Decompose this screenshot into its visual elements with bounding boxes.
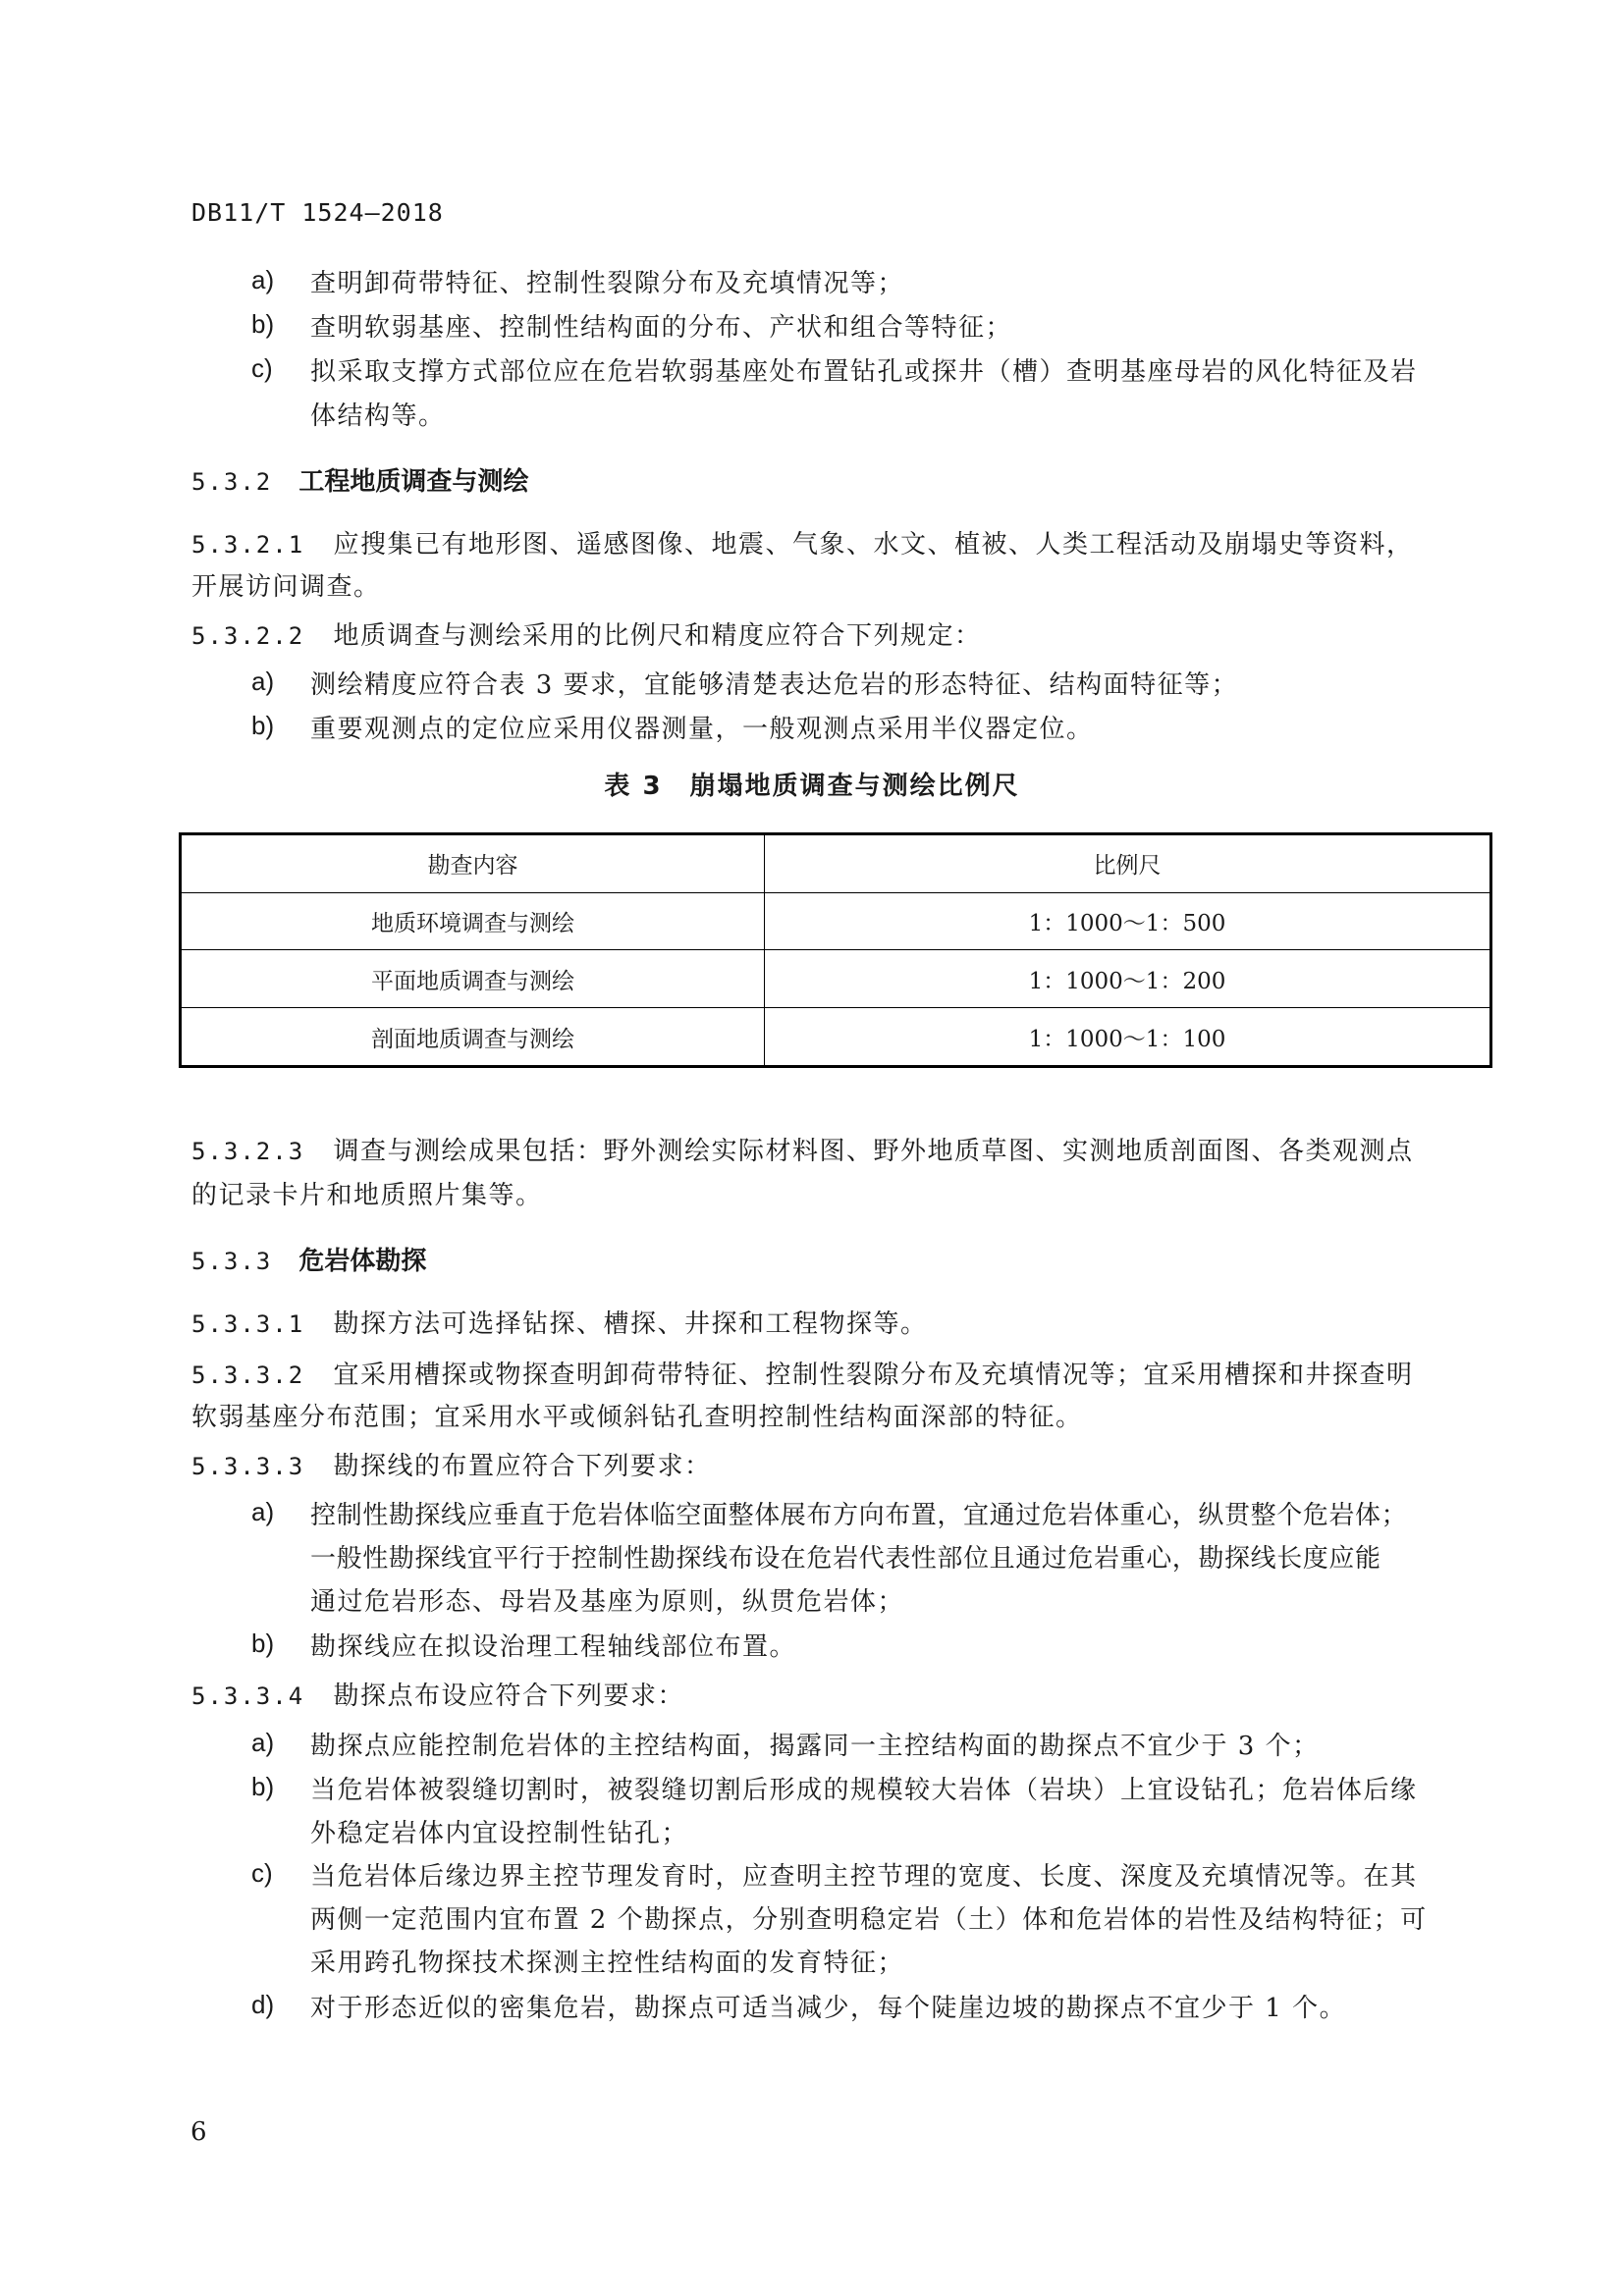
clause-5-3-3-4 (191, 1676, 684, 1712)
clause-text: 宜采用槽探或物探查明卸荷带特征、控制性裂隙分布及充填情况等；宜采用槽探和井探查明 (333, 1361, 1414, 1390)
clause-text-continuation: 软弱基座分布范围；宜采用水平或倾斜钻孔查明控制性结构面深部的特征。 (191, 1403, 1083, 1432)
list-label: b) (251, 309, 275, 339)
list-label: b) (251, 1629, 275, 1658)
table-cell: 1：1000～1：500 (765, 892, 1491, 950)
list-item-continuation: 一般性勘探线宜平行于控制性勘探线布设在危岩代表性部位且通过危岩重心，勘探线长度应能 (310, 1544, 1381, 1574)
table-header-cell: 比例尺 (765, 834, 1491, 893)
clause-5-3-3-3 (191, 1446, 711, 1482)
list-item-continuation: 外稳定岩体内宜设控制性钻孔； (310, 1819, 689, 1848)
list-item: 重要观测点的定位应采用仪器测量，一般观测点采用半仪器定位。 (310, 715, 1094, 744)
section-number: 5.3.2 (191, 468, 273, 496)
clause-text: 勘探方法可选择钻探、槽探、井探和工程物探等。 (333, 1309, 928, 1339)
list-item: 勘探线应在拟设治理工程轴线部位布置。 (310, 1632, 797, 1662)
list-label: a) (251, 265, 275, 294)
table-cell: 平面地质调查与测绘 (181, 950, 765, 1008)
clause-number: 5.3.2.1 (191, 531, 305, 559)
list-item: 控制性勘探线应垂直于危岩体临空面整体展布方向布置，宜通过危岩体重心，纵贯整个危岩体； (310, 1501, 1408, 1530)
list-item: 对于形态近似的密集危岩，勘探点可适当减少，每个陡崖边坡的勘探点不宜少于 1 个。 (310, 1994, 1347, 2023)
list-item: 查明卸荷带特征、控制性裂隙分布及充填情况等； (310, 269, 905, 298)
list-label: a) (251, 667, 275, 696)
table-header-row (181, 834, 1491, 893)
table-cell: 1：1000～1：200 (765, 950, 1491, 1008)
page-number: 6 (190, 2117, 207, 2147)
list-item: 当危岩体后缘边界主控节理发育时，应查明主控节理的宽度、长度、深度及充填情况等。在其 (310, 1862, 1418, 1892)
list-label: b) (251, 711, 275, 740)
list-item-continuation: 采用跨孔物探技术探测主控性结构面的发育特征； (310, 1949, 905, 1978)
list-label: a) (251, 1728, 275, 1757)
clause-text: 地质调查与测绘采用的比例尺和精度应符合下列规定： (333, 621, 982, 651)
list-label: c) (251, 353, 273, 383)
clause-number: 5.3.3.1 (191, 1310, 305, 1338)
table-row (181, 1008, 1491, 1067)
list-item-continuation: 体结构等。 (310, 401, 446, 431)
table-caption: 表 3 崩塌地质调查与测绘比例尺 (604, 772, 1020, 801)
document-code: DB11/T 1524—2018 (191, 198, 444, 227)
clause-5-3-2-2 (191, 615, 981, 652)
clause-text-continuation: 开展访问调查。 (191, 572, 381, 602)
list-item: 拟采取支撑方式部位应在危岩软弱基座处布置钻孔或探井（槽）查明基座母岩的风化特征及岩 (310, 357, 1418, 387)
table-cell: 1：1000～1：100 (765, 1008, 1491, 1067)
section-heading-5-3-3 (191, 1241, 426, 1277)
list-item: 当危岩体被裂缝切割时，被裂缝切割后形成的规模较大岩体（岩块）上宜设钻孔；危岩体后缘 (310, 1776, 1418, 1805)
table-header-cell: 勘查内容 (181, 834, 765, 893)
table-cell: 剖面地质调查与测绘 (181, 1008, 765, 1067)
clause-5-3-3-1 (191, 1304, 927, 1340)
section-title: 危岩体勘探 (298, 1247, 427, 1276)
list-item-continuation: 两侧一定范围内宜布置 2 个勘探点，分别查明稳定岩（土）体和危岩体的岩性及结构特征；可 (310, 1905, 1428, 1935)
clause-text: 勘探线的布置应符合下列要求： (333, 1452, 712, 1481)
clause-number: 5.3.3.4 (191, 1682, 305, 1710)
list-item: 勘探点应能控制危岩体的主控结构面，揭露同一主控结构面的勘探点不宜少于 3 个； (310, 1732, 1320, 1761)
clause-number: 5.3.2.3 (191, 1138, 305, 1165)
clause-number: 5.3.3.3 (191, 1453, 305, 1480)
clause-text: 勘探点布设应符合下列要求： (333, 1682, 684, 1711)
clause-text: 调查与测绘成果包括：野外测绘实际材料图、野外地质草图、实测地质剖面图、各类观测点 (333, 1137, 1414, 1166)
list-label: b) (251, 1772, 275, 1801)
list-label: d) (251, 1990, 275, 2019)
table-row (181, 892, 1491, 950)
clause-text-continuation: 的记录卡片和地质照片集等。 (191, 1181, 543, 1210)
clause-number: 5.3.3.2 (191, 1362, 305, 1389)
scale-table (179, 832, 1492, 1068)
clause-text: 应搜集已有地形图、遥感图像、地震、气象、水文、植被、人类工程活动及崩塌史等资料， (333, 530, 1414, 560)
section-number: 5.3.3 (191, 1248, 273, 1275)
section-heading-5-3-2 (191, 461, 528, 498)
list-item: 查明软弱基座、控制性结构面的分布、产状和组合等特征； (310, 313, 1013, 343)
list-item-continuation: 通过危岩形态、母岩及基座为原则，纵贯危岩体； (310, 1587, 905, 1617)
list-item: 测绘精度应符合表 3 要求，宜能够清楚表达危岩的形态特征、结构面特征等； (310, 670, 1239, 700)
clause-number: 5.3.2.2 (191, 622, 305, 650)
list-label: a) (251, 1497, 275, 1526)
section-title: 工程地质调查与测绘 (298, 467, 529, 497)
list-label: c) (251, 1858, 273, 1888)
table-cell: 地质环境调查与测绘 (181, 892, 765, 950)
clause-5-3-3-2 (191, 1355, 1413, 1391)
clause-5-3-2-1 (191, 524, 1413, 561)
table-row (181, 950, 1491, 1008)
clause-5-3-2-3 (191, 1131, 1413, 1167)
